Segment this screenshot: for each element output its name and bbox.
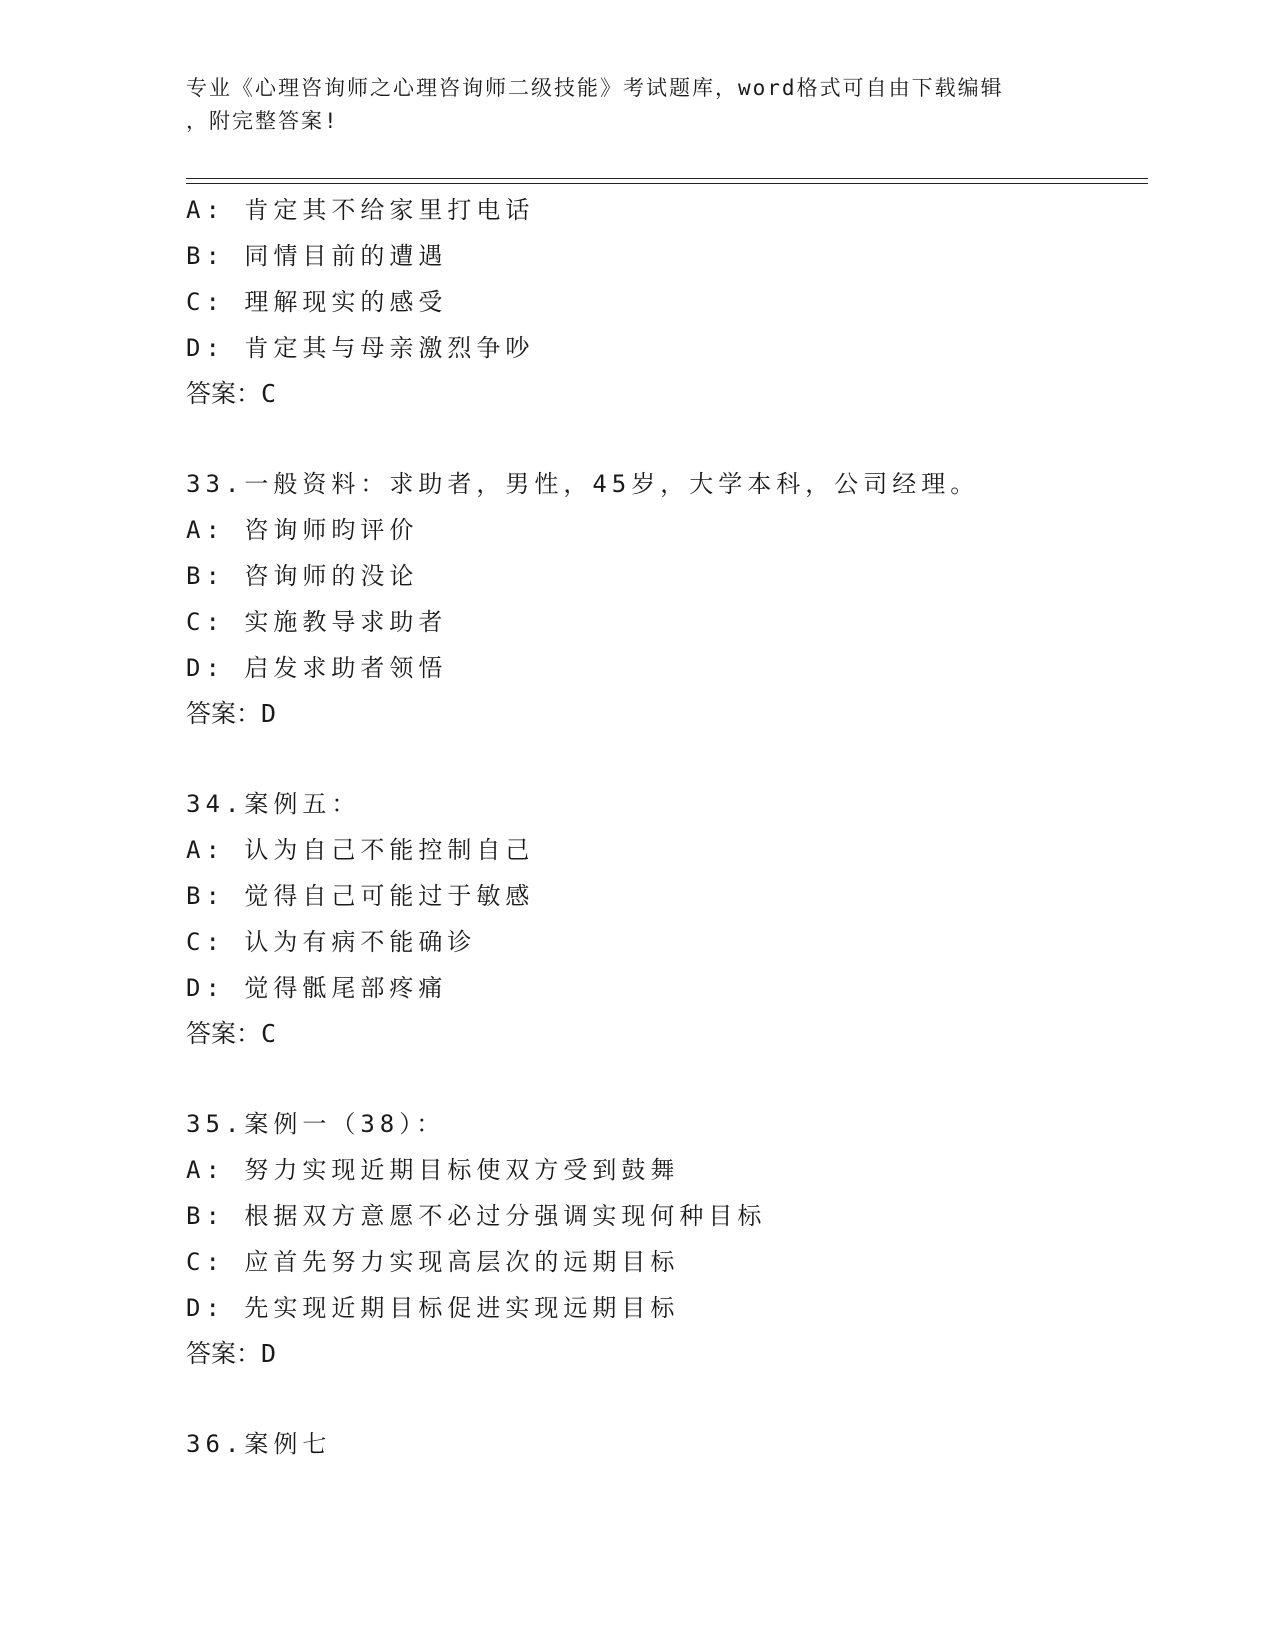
spacer <box>186 1377 1148 1421</box>
question-title: 36.案例七 <box>186 1430 332 1458</box>
question-35 <box>186 1101 1148 1377</box>
option-d: D: 肯定其与母亲激烈争吵 <box>186 334 535 362</box>
answer-label: 答案： <box>186 699 262 728</box>
option-a: A: 认为自己不能控制自己 <box>186 836 535 864</box>
answer-label: 答案： <box>186 1019 262 1048</box>
answer-line <box>186 1331 1148 1377</box>
question-title: 33.一般资料：求助者，男性，45岁，大学本科，公司经理。 <box>186 470 980 498</box>
option-a: A: 咨询师昀评价 <box>186 516 419 544</box>
option-c: C: 理解现实的感受 <box>186 288 448 316</box>
option-b: B: 根据双方意愿不必过分强调实现何种目标 <box>186 1202 767 1230</box>
header-line-1: 专业《心理咨询师之心理咨询师二级技能》考试题库，word格式可自由下载编辑 <box>186 76 1004 100</box>
option-a: A: 努力实现近期目标使双方受到鼓舞 <box>186 1156 680 1184</box>
option-c: C: 应首先努力实现高层次的远期目标 <box>186 1248 680 1276</box>
answer-label: 答案： <box>186 379 262 408</box>
option-b: B: 觉得自己可能过于敏感 <box>186 882 535 910</box>
option-a: A: 肯定其不给家里打电话 <box>186 196 535 224</box>
option-c: C: 实施教导求助者 <box>186 608 448 636</box>
option-b: B: 咨询师的没论 <box>186 562 419 590</box>
option-d: D: 启发求助者领悟 <box>186 654 448 682</box>
answer-value: C <box>261 379 278 408</box>
answer-line <box>186 691 1148 737</box>
answer-value: D <box>261 1339 278 1368</box>
header-divider-bottom <box>186 183 1148 184</box>
spacer <box>186 1057 1148 1101</box>
option-b: B: 同情目前的遭遇 <box>186 242 448 270</box>
answer-line <box>186 371 1148 417</box>
question-36 <box>186 1421 1148 1467</box>
spacer <box>186 417 1148 461</box>
question-title: 35.案例一（38）： <box>186 1110 446 1138</box>
answer-label: 答案： <box>186 1339 262 1368</box>
answer-line <box>186 1011 1148 1057</box>
answer-value: C <box>261 1019 278 1048</box>
question-32 <box>186 187 1148 417</box>
option-c: C: 认为有病不能确诊 <box>186 928 477 956</box>
header-line-2: ，附完整答案! <box>186 109 339 133</box>
question-title: 34.案例五： <box>186 790 361 818</box>
question-33 <box>186 461 1148 737</box>
question-34 <box>186 781 1148 1057</box>
question-list <box>186 187 1148 1467</box>
header-divider-top <box>186 178 1148 179</box>
document-header <box>186 72 1086 138</box>
answer-value: D <box>261 699 278 728</box>
option-d: D: 先实现近期目标促进实现远期目标 <box>186 1294 680 1322</box>
option-d: D: 觉得骶尾部疼痛 <box>186 974 448 1002</box>
spacer <box>186 737 1148 781</box>
